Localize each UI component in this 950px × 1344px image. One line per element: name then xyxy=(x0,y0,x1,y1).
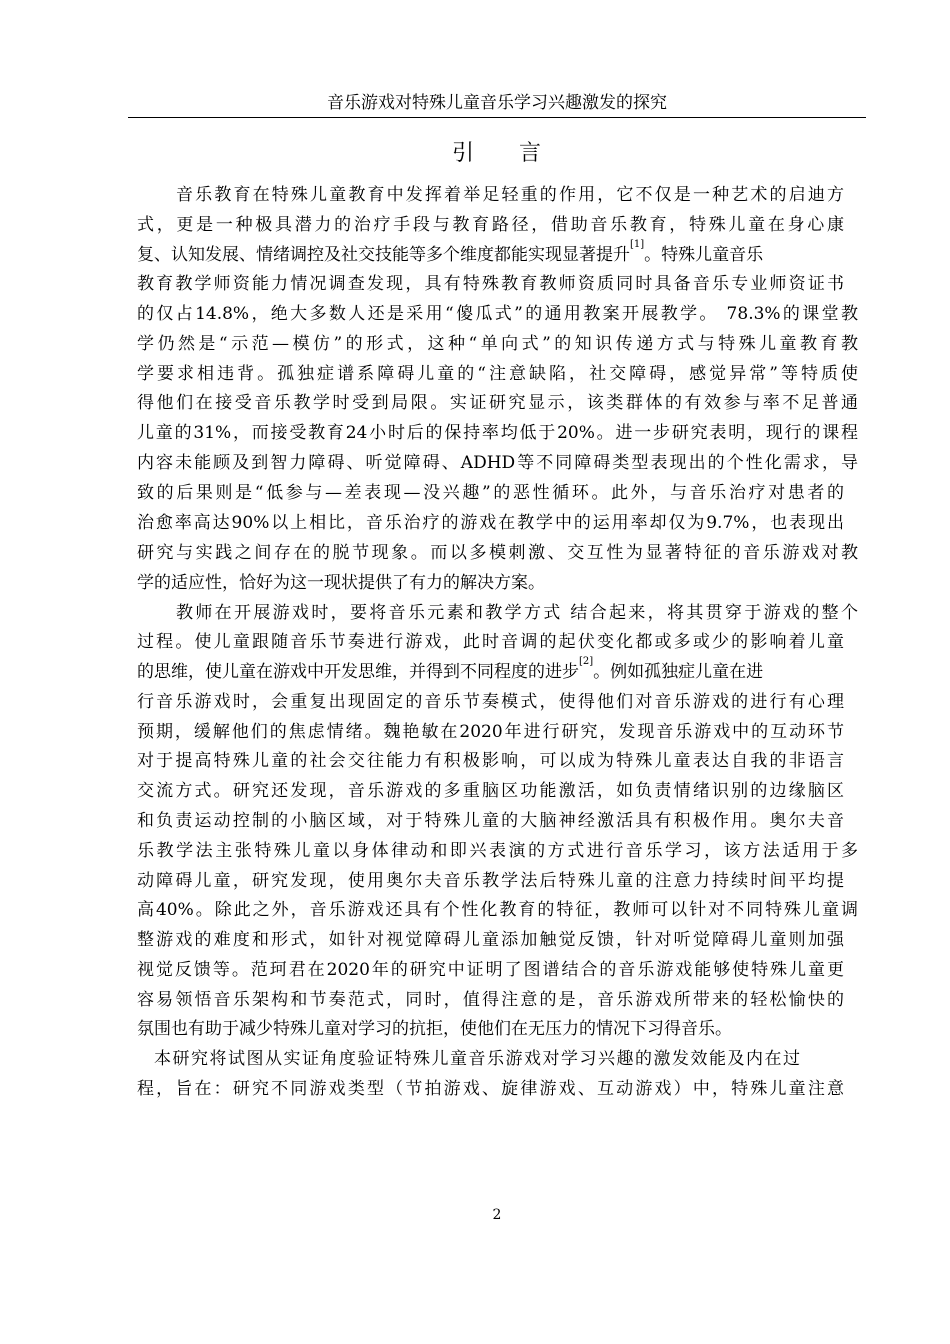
body-line: 过程。使儿童跟随音乐节奏进行游戏，此时音调的起伏变化都或多或少的影响着儿童 xyxy=(137,632,844,652)
body-line: 视觉反馈等。范珂君在2020年的研究中证明了图谱结合的音乐游戏能够使特殊儿童更 xyxy=(137,960,844,980)
line-text: 复、认知发展、情绪调控及社交技能等多个维度都能实现显著提升 xyxy=(137,245,630,265)
body-line: 整游戏的难度和形式，如针对视觉障碍儿童添加触觉反馈，针对听觉障碍儿童则加强 xyxy=(137,930,844,950)
body-line: 交流方式。研究还发现，音乐游戏的多重脑区功能激活，如负责情绪识别的边缘脑区 xyxy=(137,781,844,801)
body-line: 致的后果则是“低参与—差表现—没兴趣”的恶性循环。此外，与音乐治疗对患者的 xyxy=(137,483,844,503)
body-line: 的仅占14.8%，绝大多数人还是采用“傻瓜式”的通用教案开展教学。 78.3%的课堂教 xyxy=(137,304,858,324)
section-title-right: 言 xyxy=(519,141,543,166)
body-line xyxy=(137,239,844,267)
body-line: 学的适应性，恰好为这一现状提供了有力的解决方案。 xyxy=(137,573,545,593)
body-line: 内容未能顾及到智力障碍、听觉障碍、ADHD等不同障碍类型表现出的个性化需求，导 xyxy=(137,453,858,473)
citation-marker: [1] xyxy=(630,239,645,250)
citation-marker: [2] xyxy=(579,656,594,667)
body-line: 学要求相违背。孤独症谱系障碍儿童的“注意缺陷，社交障碍，感觉异常”等特质使 xyxy=(137,364,858,384)
body-line: 对于提高特殊儿童的社会交往能力有积极影响，可以成为特殊儿童表达自我的非语言 xyxy=(137,751,844,771)
body-line: 教师在开展游戏时，要将音乐元素和教学方式 结合起来，将其贯穿于游戏的整个 xyxy=(176,603,858,623)
page-number: 2 xyxy=(492,1207,502,1223)
header-rule xyxy=(128,117,866,118)
body-line: 本研究将试图从实证角度验证特殊儿童音乐游戏对学习兴趣的激发效能及内在过 xyxy=(154,1049,800,1069)
line-text-continued: 。例如孤独症儿童在进 xyxy=(593,662,764,682)
body-line: 氛围也有助于减少特殊儿童对学习的抗拒，使他们在无压力的情况下习得音乐。 xyxy=(137,1019,732,1039)
line-text-continued: 。特殊儿童音乐 xyxy=(644,245,764,265)
body-line: 和负责运动控制的小脑区域，对于特殊儿童的大脑神经激活具有积极作用。奥尔夫音 xyxy=(137,811,844,831)
body-line: 乐教学法主张特殊儿童以身体律动和即兴表演的方式进行音乐学习，该方法适用于多 xyxy=(137,841,858,861)
body-line: 教育教学师资能力情况调查发现，具有特殊教育教师资质同时具备音乐专业师资证书 xyxy=(137,274,844,294)
body-line: 行音乐游戏时，会重复出现固定的音乐节奏模式，使得他们对音乐游戏的进行有心理 xyxy=(137,692,844,712)
body-line: 高40%。除此之外，音乐游戏还具有个性化教育的特征，教师可以针对不同特殊儿童调 xyxy=(137,900,858,920)
body-line: 学仍然是“示范—模仿”的形式，这种“单向式”的知识传递方式与特殊儿童教育教 xyxy=(137,334,858,354)
body-line: 得他们在接受音乐教学时受到局限。实证研究显示，该类群体的有效参与率不足普通 xyxy=(137,393,858,413)
body-line xyxy=(137,656,844,684)
body-line: 儿童的31%，而接受教育24小时后的保持率均低于20%。进一步研究表明，现行的课程 xyxy=(137,423,858,443)
body-line: 式，更是一种极具潜力的治疗手段与教育路径，借助音乐教育，特殊儿童在身心康 xyxy=(137,215,844,235)
body-line: 治愈率高达90%以上相比，音乐治疗的游戏在教学中的运用率却仅为9.7%，也表现出 xyxy=(137,513,844,533)
body-line: 音乐教育在特殊儿童教育中发挥着举足轻重的作用，它不仅是一种艺术的启迪方 xyxy=(176,185,844,205)
line-text: 的思维，使儿童在游戏中开发思维，并得到不同程度的进步 xyxy=(137,662,579,682)
body-line: 研究与实践之间存在的脱节现象。而以多模刺激、交互性为显著特征的音乐游戏对教 xyxy=(137,543,858,563)
section-title xyxy=(128,141,866,167)
body-line: 动障碍儿童，研究发现，使用奥尔夫音乐教学法后特殊儿童的注意力持续时间平均提 xyxy=(137,871,844,891)
body-line: 预期，缓解他们的焦虑情绪。魏艳敏在2020年进行研究，发现音乐游戏中的互动环节 xyxy=(137,722,844,742)
running-header: 音乐游戏对特殊儿童音乐学习兴趣激发的探究 xyxy=(327,93,667,113)
section-title-left: 引 xyxy=(451,141,475,166)
body-line: 容易领悟音乐架构和节奏范式，同时，值得注意的是，音乐游戏所带来的轻松愉快的 xyxy=(137,990,844,1010)
body-line: 程，旨在：研究不同游戏类型（节拍游戏、旋律游戏、互动游戏）中，特殊儿童注意 xyxy=(137,1079,844,1099)
